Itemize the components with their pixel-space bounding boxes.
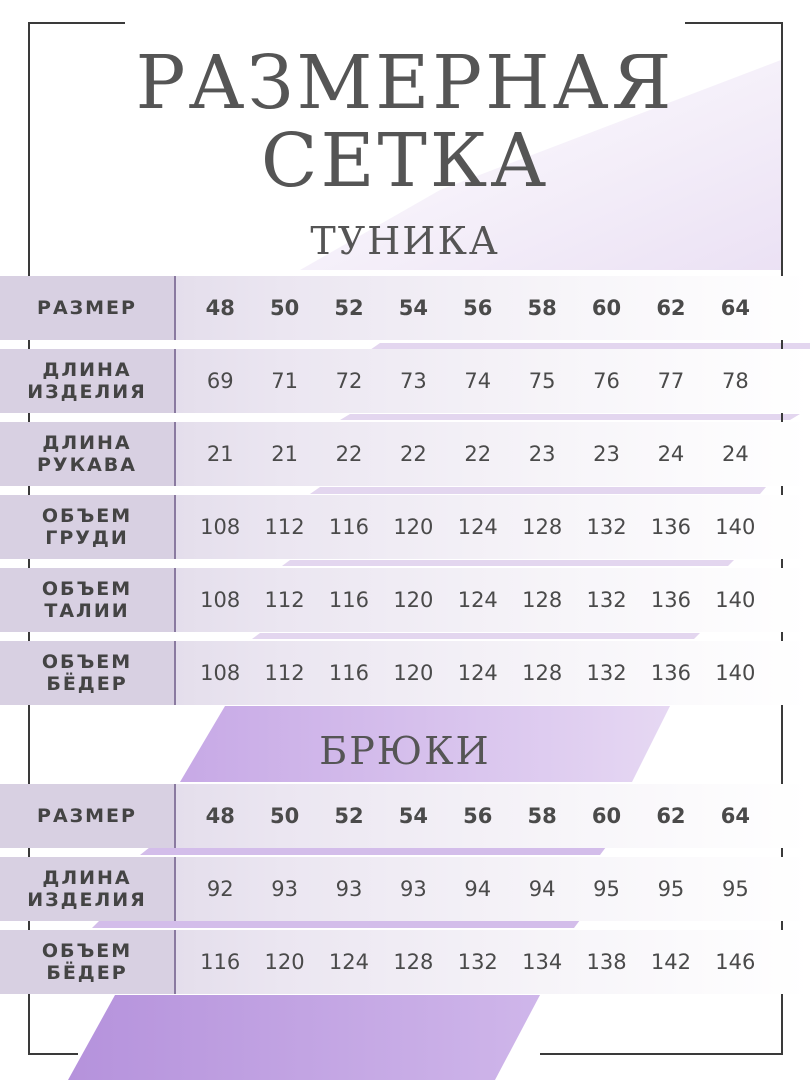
bottom-diagonal-band bbox=[68, 995, 540, 1080]
size-cell: 54 bbox=[398, 804, 428, 828]
size-cell: 62 bbox=[656, 296, 686, 320]
value-cell: 95 bbox=[593, 877, 620, 901]
value-cell: 74 bbox=[464, 369, 492, 393]
value-cell: 136 bbox=[650, 515, 691, 539]
stripe-6 bbox=[140, 847, 606, 855]
value-cell: 93 bbox=[335, 877, 363, 901]
value-cell: 24 bbox=[657, 442, 685, 466]
value-cell: 95 bbox=[657, 877, 685, 901]
value-cell: 21 bbox=[271, 442, 298, 466]
value-cell: 136 bbox=[650, 661, 691, 685]
row-label: ДЛИНА РУКАВА bbox=[0, 422, 174, 486]
size-cell: 58 bbox=[527, 804, 557, 828]
size-cell: 62 bbox=[656, 804, 686, 828]
tunic-row-sleeve bbox=[0, 422, 810, 486]
value-cell: 132 bbox=[586, 515, 627, 539]
pants-section-title: БРЮКИ bbox=[319, 729, 491, 773]
row-label: РАЗМЕР bbox=[0, 784, 174, 848]
value-cell: 128 bbox=[393, 950, 434, 974]
size-cell: 60 bbox=[591, 296, 622, 320]
value-cell: 108 bbox=[200, 588, 241, 612]
tunic-row-size bbox=[0, 276, 810, 340]
pants-row-size bbox=[0, 784, 810, 848]
value-cell: 95 bbox=[721, 877, 749, 901]
row-label: РАЗМЕР bbox=[0, 276, 174, 340]
value-cell: 116 bbox=[328, 661, 370, 685]
value-cell: 112 bbox=[264, 515, 305, 539]
value-cell: 22 bbox=[335, 442, 363, 466]
frame-bottom-left-line bbox=[28, 1053, 78, 1055]
value-cell: 124 bbox=[457, 661, 498, 685]
stripe-4 bbox=[282, 560, 734, 566]
value-cell: 120 bbox=[393, 588, 434, 612]
value-cell: 92 bbox=[206, 877, 234, 901]
value-cell: 116 bbox=[328, 588, 370, 612]
frame-bottom-right-line bbox=[540, 1053, 783, 1055]
size-cell: 48 bbox=[205, 296, 235, 320]
value-cell: 76 bbox=[593, 369, 620, 393]
size-cell: 50 bbox=[269, 296, 300, 320]
value-cell: 128 bbox=[522, 661, 563, 685]
value-cell: 22 bbox=[464, 442, 492, 466]
value-cell: 138 bbox=[586, 950, 627, 974]
value-cell: 69 bbox=[206, 369, 234, 393]
value-cell: 128 bbox=[522, 588, 563, 612]
value-cell: 75 bbox=[528, 369, 556, 393]
pants-row-hips bbox=[0, 930, 810, 994]
value-cell: 23 bbox=[593, 442, 620, 466]
value-cell: 140 bbox=[715, 661, 756, 685]
size-cell: 64 bbox=[720, 296, 750, 320]
row-label: ДЛИНА ИЗДЕЛИЯ bbox=[0, 857, 174, 921]
value-cell: 120 bbox=[393, 515, 434, 539]
row-label: ДЛИНА ИЗДЕЛИЯ bbox=[0, 349, 174, 413]
tunic-row-length bbox=[0, 349, 810, 413]
tunic-section-title: ТУНИКА bbox=[310, 219, 500, 263]
value-cell: 124 bbox=[457, 588, 498, 612]
frame-top-right-line bbox=[685, 22, 783, 24]
stripe-7 bbox=[92, 920, 580, 928]
value-cell: 120 bbox=[393, 661, 434, 685]
pants-row-length bbox=[0, 857, 810, 921]
value-cell: 140 bbox=[715, 515, 756, 539]
stripe-3 bbox=[310, 487, 766, 494]
row-label: ОБЪЕМ БЁДЕР bbox=[0, 641, 174, 705]
tunic-row-chest bbox=[0, 495, 810, 559]
value-cell: 132 bbox=[586, 588, 627, 612]
value-cell: 134 bbox=[522, 950, 563, 974]
value-cell: 93 bbox=[400, 877, 427, 901]
frame-top-left-line bbox=[28, 22, 125, 24]
value-cell: 108 bbox=[200, 515, 241, 539]
stripe-2 bbox=[340, 414, 800, 420]
size-cell: 56 bbox=[463, 296, 493, 320]
row-label: ОБЪЕМ БЁДЕР bbox=[0, 930, 174, 994]
value-cell: 124 bbox=[457, 515, 498, 539]
value-cell: 140 bbox=[715, 588, 756, 612]
value-cell: 93 bbox=[271, 877, 298, 901]
size-cell: 50 bbox=[269, 804, 300, 828]
page-title-line-1: РАЗМЕРНАЯ bbox=[135, 40, 675, 126]
size-cell: 58 bbox=[527, 296, 557, 320]
size-cell: 52 bbox=[334, 804, 364, 828]
value-cell: 146 bbox=[715, 950, 756, 974]
value-cell: 108 bbox=[200, 661, 241, 685]
size-cell: 52 bbox=[334, 296, 364, 320]
value-cell: 94 bbox=[464, 877, 492, 901]
value-cell: 72 bbox=[335, 369, 363, 393]
value-cell: 128 bbox=[522, 515, 563, 539]
value-cell: 22 bbox=[400, 442, 427, 466]
value-cell: 78 bbox=[721, 369, 749, 393]
value-cell: 73 bbox=[400, 369, 427, 393]
size-cell: 48 bbox=[205, 804, 235, 828]
size-cell: 54 bbox=[398, 296, 428, 320]
value-cell: 21 bbox=[206, 442, 234, 466]
value-cell: 124 bbox=[328, 950, 370, 974]
size-cell: 56 bbox=[463, 804, 493, 828]
value-cell: 71 bbox=[271, 369, 298, 393]
value-cell: 132 bbox=[457, 950, 498, 974]
value-cell: 120 bbox=[264, 950, 305, 974]
value-cell: 116 bbox=[200, 950, 241, 974]
value-cell: 132 bbox=[586, 661, 627, 685]
value-cell: 112 bbox=[264, 661, 305, 685]
value-cell: 23 bbox=[528, 442, 556, 466]
value-cell: 24 bbox=[721, 442, 749, 466]
value-cell: 94 bbox=[528, 877, 556, 901]
size-cell: 60 bbox=[591, 804, 622, 828]
value-cell: 112 bbox=[264, 588, 305, 612]
row-label: ОБЪЕМ ГРУДИ bbox=[0, 495, 174, 559]
value-cell: 116 bbox=[328, 515, 370, 539]
stripe-5 bbox=[252, 633, 700, 639]
page-title-line-2: СЕТКА bbox=[260, 118, 550, 204]
row-label: ОБЪЕМ ТАЛИИ bbox=[0, 568, 174, 632]
value-cell: 136 bbox=[650, 588, 691, 612]
value-cell: 142 bbox=[650, 950, 691, 974]
value-cell: 77 bbox=[657, 369, 685, 393]
tunic-row-waist bbox=[0, 568, 810, 632]
tunic-row-hips bbox=[0, 641, 810, 705]
size-cell: 64 bbox=[720, 804, 750, 828]
